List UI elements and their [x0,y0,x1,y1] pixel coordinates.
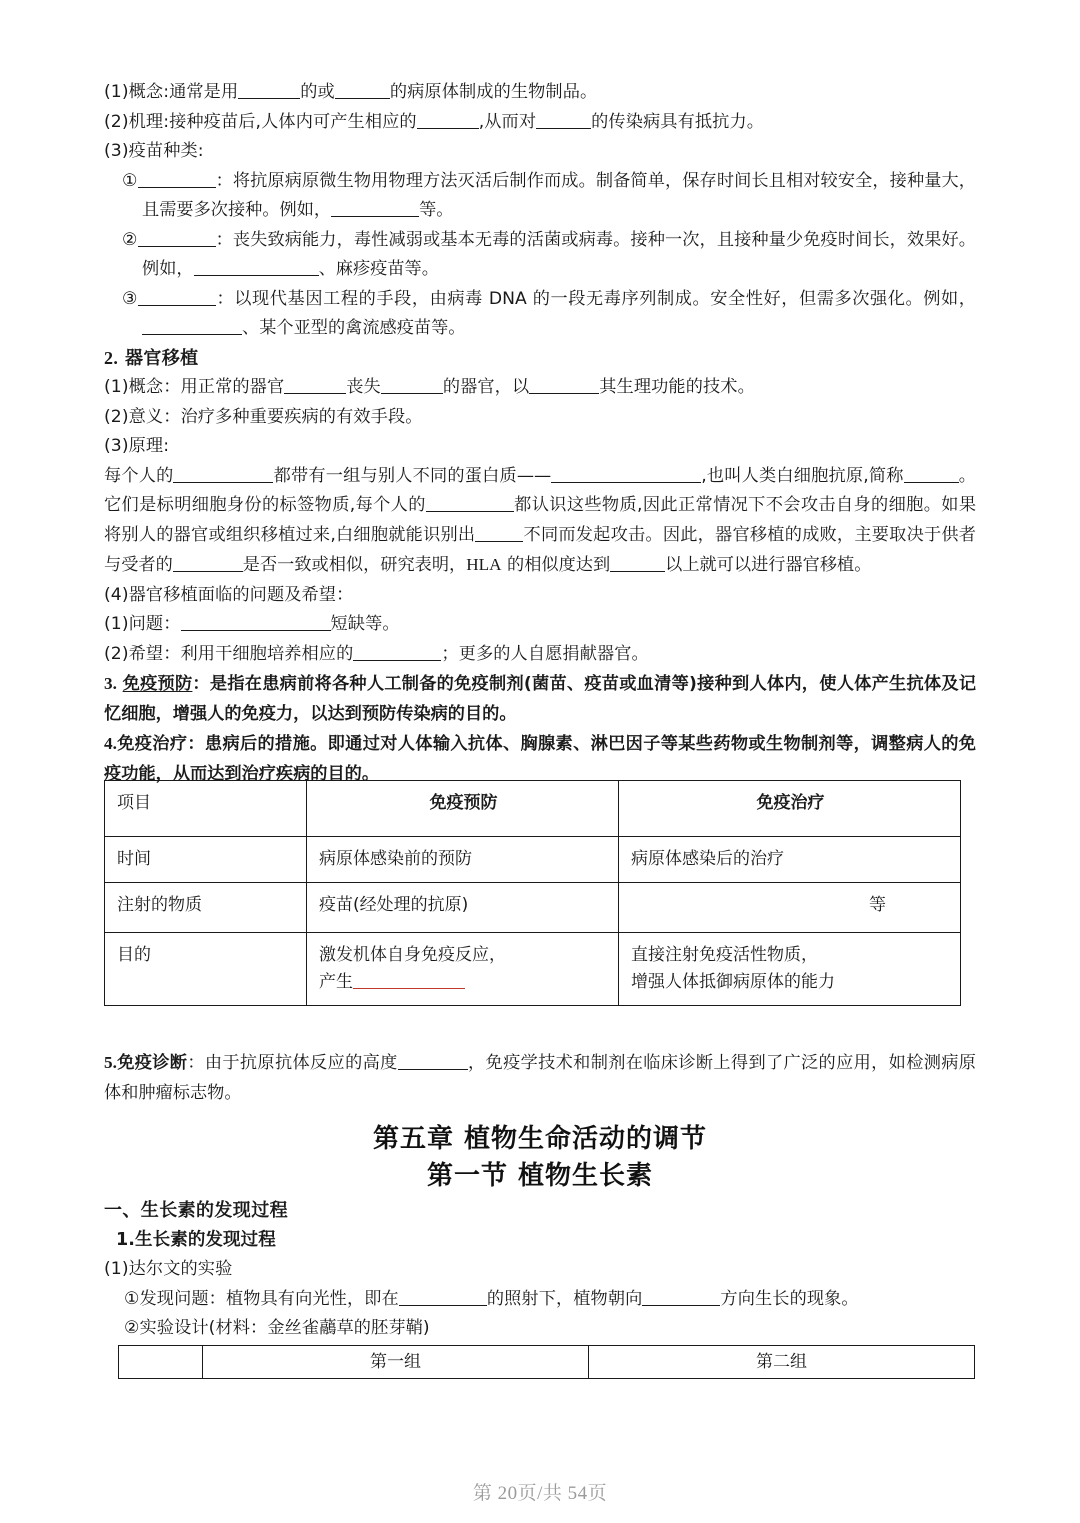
vaccine-concept-line [104,78,976,108]
blank-field[interactable] [529,377,599,394]
principle-p6: 不同而发起攻击。因此，器官移植的成败，主要取决于供者与受者的 [104,524,976,575]
immune-diagnosis-paragraph [104,1048,976,1108]
organ-problem-line [104,610,976,640]
organ-hope-line [104,640,976,670]
blank-field[interactable] [284,377,346,394]
blank-field[interactable] [399,1288,487,1305]
organ-concept-mid2: 的器官，以 [442,377,530,397]
darwin-question-mid: 的照射下，植物朝向 [486,1288,643,1309]
row-label-substance: 注射的物质 [105,883,307,933]
vaccine-type-1 [104,167,976,226]
cell-purpose-prevention [307,933,619,1006]
darwin-experiment-label: (1)达尔文的实验 [104,1259,233,1279]
row-label-time: 时间 [105,837,307,883]
immune-therapy-text: ：患病后的措施。即通过对人体输入抗体、胸腺素、淋巴因子等某些药物或生物制剂等，调整病人的免疫功能，从而达到治疗疾病的目的。 [104,734,976,784]
principle-p2: 都带有一组与别人不同的蛋白质—— [273,465,552,486]
blank-field[interactable] [173,555,243,572]
cell-time-therapy: 病原体感染后的治疗 [619,837,961,883]
hla-abbr: HLA [466,555,502,574]
blank-field[interactable] [398,1053,468,1070]
principle-p4: 。它们是标明细胞身份的标签物质,每个人的 [104,465,976,515]
table-header-therapy: 免疫治疗 [619,781,961,837]
blank-field[interactable] [536,111,591,128]
vaccine-types-label: (3)疫苗种类: [104,141,204,161]
organ-transplant-heading-text: 器官移植 [124,347,199,369]
organ-transplant-heading [104,344,976,374]
organ-problem-prefix: (1)问题： [104,614,181,634]
organ-problem-suffix: 短缺等。 [330,614,400,634]
purpose-prevention-line2 [319,969,608,996]
table-header-item: 项目 [105,781,307,837]
vaccine-concept-prefix: (1)概念:通常是用 [104,82,239,102]
blank-field[interactable] [331,200,419,217]
immune-prevention-paragraph [104,669,976,729]
blank-field[interactable] [138,288,216,305]
blank-field[interactable] [475,524,523,541]
immune-prevention-num: 3. [104,674,117,693]
organ-concept-suffix: 其生理功能的技术。 [599,377,755,397]
darwin-question-prefix: ①发现问题：植物具有向光性，即在 [124,1288,399,1309]
document-body [104,78,976,789]
darwin-question-suffix: 方向生长的现象。 [720,1288,859,1309]
chapter-title: 第五章 植物生命活动的调节 [372,1124,708,1154]
principle-p3: ,也叫人类白细胞抗原,简称 [701,465,904,486]
vaccine-type-2-tail: 、麻疹疫苗等。 [318,259,439,279]
table-row [105,933,961,1006]
blank-field[interactable] [335,82,390,99]
vaccine-type-1-tail: 等。 [419,200,454,220]
auxin-heading-2: 1.生长素的发现过程 [116,1229,276,1250]
immune-diagnosis-num: 5. [104,1053,117,1072]
blank-field[interactable] [353,643,441,660]
blank-field[interactable] [142,318,242,335]
purpose-prevention-line2-text: 产生 [319,972,353,992]
groups-cell-group1: 第一组 [203,1346,589,1379]
section-title: 第一节 植物生长素 [426,1161,654,1191]
blank-field-red[interactable] [353,972,465,989]
organ-hope-prefix: (2)希望：利用干细胞培养相应的 [104,643,354,664]
organ-hope-suffix: ；更多的人自愿捐献器官。 [441,643,649,664]
vaccine-mechanism-line [104,108,976,138]
prevention-therapy-compare-table [104,780,961,1006]
blank-field[interactable] [138,229,216,246]
table-row [105,837,961,883]
list-marker-1: ① [122,170,138,191]
table-row [105,883,961,933]
organ-concept-line [104,373,976,403]
list-marker-3: ③ [122,288,138,309]
blank-field[interactable] [426,495,514,512]
blank-field[interactable] [417,111,479,128]
vaccine-concept-suffix: 的病原体制成的生物制品。 [389,82,598,102]
immune-prevention-term: 免疫预防 [122,674,193,694]
vaccine-type-2-text: ：丧失致病能力，毒性减弱或基本无毒的活菌或病毒。接种一次，且接种量少免疫时间长，效果好。例如， [142,229,976,279]
blank-field[interactable] [381,377,443,394]
immune-prevention-text: ：是指在患病前将各种人工制备的免疫制剂(菌苗、疫苗或血清等)接种到人体内，使人体产生抗体及记忆细胞，增强人的免疫力，以达到预防传染病的目的。 [104,674,977,724]
organ-transplant-heading-num: 2. [104,347,119,368]
row-label-purpose: 目的 [105,933,307,1006]
experiment-groups-table [118,1345,975,1379]
vaccine-concept-mid: 的或 [300,82,335,102]
principle-p5: 都认识这些物质,因此正常情况下不会攻击自身的细胞。如果将别人的器官或组织移植过来,白细胞就能识别出 [104,495,977,545]
vaccine-type-3 [104,285,976,344]
organ-significance-line: (2)意义：治疗多种重要疾病的有效手段。 [104,406,423,427]
vaccine-type-2 [104,226,976,285]
auxin-section [104,1196,976,1344]
blank-field[interactable] [173,465,273,482]
vaccine-type-3-text: ：以现代基因工程的手段，由病毒 DNA 的一段无毒序列制成。安全性好，但需多次强化。例如， [215,288,976,309]
auxin-heading-1: 一、生长素的发现过程 [104,1200,288,1221]
vaccine-mechanism-mid: ,从而对 [478,111,537,132]
cell-substance-therapy: 等 [619,883,961,933]
darwin-question-line [104,1285,976,1315]
blank-field[interactable] [904,465,959,482]
immune-diagnosis-term: 免疫诊断 [116,1053,188,1073]
blank-field[interactable] [642,1288,720,1305]
principle-p1: 每个人的 [104,465,174,486]
groups-cell-group2: 第二组 [589,1346,975,1379]
organ-concept-prefix: (1)概念：用正常的器官 [104,377,285,397]
cell-purpose-therapy [619,933,961,1006]
blank-field[interactable] [238,82,300,99]
vaccine-mechanism-prefix: (2)机理:接种疫苗后,人体内可产生相应的 [104,111,417,132]
blank-field[interactable] [551,465,701,482]
principle-p7: 是否一致或相似，研究表明， [242,555,467,575]
blank-field[interactable] [181,614,331,631]
organ-problems-label: (4)器官移植面临的问题及希望： [104,584,354,605]
blank-field[interactable] [610,555,665,572]
darwin-design-label: ②实验设计(材料：金丝雀虉草的胚芽鞘) [124,1318,430,1338]
immune-therapy-num: 4. [104,734,117,753]
table-header-row [105,781,961,837]
cell-substance-prevention: 疫苗(经处理的抗原) [307,883,619,933]
table-row [119,1346,975,1379]
principle-p10: 以上就可以进行器官移植。 [665,555,872,575]
immune-diagnosis-suffix: ，免疫学技术和制剂在临床诊断上得到了广泛的应用，如检测病原体和肿瘤标志物。 [104,1053,976,1103]
vaccine-mechanism-suffix: 的传染病具有抵抗力。 [591,111,765,132]
organ-principle-label: (3)原理: [104,436,170,456]
organ-principle-paragraph [104,462,976,581]
organ-concept-mid1: 丧失 [346,377,381,397]
table-header-prevention: 免疫预防 [307,781,619,837]
vaccine-type-3-tail: 、某个亚型的禽流感疫苗等。 [242,318,466,338]
immune-therapy-term: 免疫治疗 [116,734,188,754]
blank-field[interactable] [194,259,319,276]
immune-diagnosis-prefix: ：由于抗原抗体反应的高度 [187,1053,398,1073]
cell-time-prevention: 病原体感染前的预防 [307,837,619,883]
page-footer: 第 20页/共 54页 [472,1483,608,1504]
list-marker-2: ② [122,229,138,250]
groups-cell-empty [119,1346,203,1379]
purpose-therapy-line1: 直接注射免疫活性物质， [631,945,818,965]
blank-field[interactable] [138,170,216,187]
vaccine-type-1-text: ：将抗原病原微生物用物理方法灭活后制作而成。制备简单，保存时间长且相对较安全，接种量大，且需要多次接种。例如， [142,170,976,220]
principle-p9: 的相似度达到 [507,555,611,575]
purpose-therapy-line2: 增强人体抵御病原体的能力 [631,972,835,992]
purpose-prevention-line1: 激发机体自身免疫反应， [319,945,506,965]
